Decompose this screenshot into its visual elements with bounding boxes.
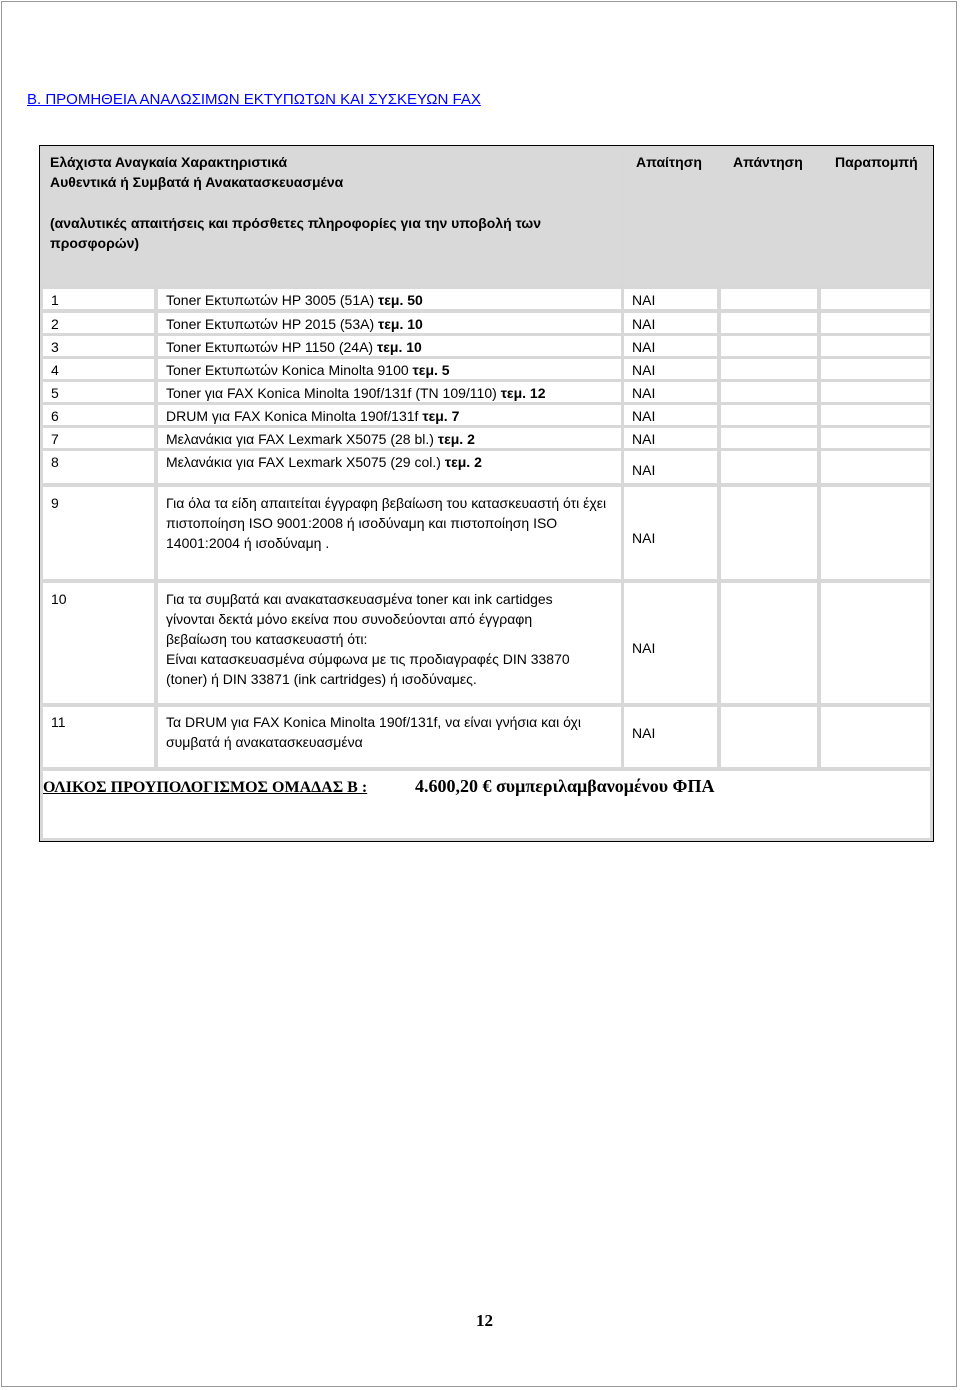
row-3-reference-cell — [821, 336, 930, 356]
row-11-requirement-cell — [624, 707, 717, 767]
row-9-reference-cell — [821, 487, 930, 579]
row-9-answer-cell — [721, 487, 817, 579]
table-header-columns — [624, 149, 930, 285]
row-6-item-cell — [158, 405, 621, 425]
row-1-item-cell — [158, 289, 621, 309]
total-label: ΟΛΙΚΟΣ ΠΡΟΥΠΟΛΟΓΙΣΜΟΣ ΟΜΑΔΑΣ Β : — [43, 779, 368, 796]
row-text-line: γίνονται δεκτά μόνο εκείνα που συνοδεύονται από έγγραφη — [166, 611, 533, 627]
header-requirement: Απαίτηση — [636, 154, 702, 170]
row-number: 4 — [51, 362, 59, 378]
header-reference: Παραπομπή — [835, 154, 918, 170]
row-2-requirement-cell — [624, 313, 717, 333]
row-4-reference-cell — [821, 359, 930, 379]
row-3-number-cell — [43, 336, 154, 356]
row-text-line: Τα DRUM για FAX Konica Minolta 190f/131f, να είναι γνήσια και όχι — [166, 714, 581, 730]
row-item-text: Μελανάκια για FAX Lexmark X5075 (28 bl.) τεμ. 2 — [166, 431, 475, 447]
row-2-reference-cell — [821, 313, 930, 333]
row-3-item-cell — [158, 336, 621, 356]
row-8-number-cell — [43, 451, 154, 483]
row-5-answer-cell — [721, 382, 817, 402]
page-number: 12 — [476, 1311, 493, 1330]
row-item-text — [166, 712, 621, 752]
row-9-requirement-cell — [624, 487, 717, 579]
row-item-text: Toner Εκτυπωτών HP 3005 (51A) τεμ. 50 — [166, 292, 423, 308]
row-8-reference-cell — [821, 451, 930, 483]
requirement-value: ΝΑΙ — [632, 292, 656, 308]
row-number: 9 — [51, 495, 59, 511]
row-number: 6 — [51, 408, 59, 424]
row-4-requirement-cell — [624, 359, 717, 379]
row-item-text: Toner για FAX Konica Minolta 190f/131f (TN 109/110) τεμ. 12 — [166, 385, 546, 401]
row-4-answer-cell — [721, 359, 817, 379]
row-6-requirement-cell — [624, 405, 717, 425]
row-number: 1 — [51, 292, 59, 308]
requirement-value: ΝΑΙ — [632, 339, 656, 355]
row-text-line: βεβαίωση του κατασκευαστή ότι: — [166, 631, 368, 647]
row-5-reference-cell — [821, 382, 930, 402]
row-number: 8 — [51, 454, 59, 470]
row-10-number-cell — [43, 583, 154, 703]
row-7-item-cell — [158, 428, 621, 448]
row-text-line: (toner) ή DIN 33871 (ink cartridges) ή ισοδύναμες. — [166, 671, 477, 687]
row-2-number-cell — [43, 313, 154, 333]
row-1-number-cell — [43, 289, 154, 309]
row-item-text: Toner Εκτυπωτών HP 1150 (24A) τεμ. 10 — [166, 339, 422, 355]
header-line-1: Ελάχιστα Αναγκαία Χαρακτηριστικά — [50, 154, 288, 170]
row-3-answer-cell — [721, 336, 817, 356]
row-2-item-cell — [158, 313, 621, 333]
row-item-text: DRUM για FAX Konica Minolta 190f/131f τεμ. 7 — [166, 408, 460, 424]
row-10-requirement-cell — [624, 583, 717, 703]
row-11-reference-cell — [821, 707, 930, 767]
row-9-item-cell — [158, 487, 621, 579]
row-5-requirement-cell — [624, 382, 717, 402]
row-4-number-cell — [43, 359, 154, 379]
requirement-value: ΝΑΙ — [632, 408, 656, 424]
row-7-requirement-cell — [624, 428, 717, 448]
row-11-answer-cell — [721, 707, 817, 767]
row-6-answer-cell — [721, 405, 817, 425]
requirement-value: ΝΑΙ — [632, 640, 656, 656]
row-7-number-cell — [43, 428, 154, 448]
row-10-answer-cell — [721, 583, 817, 703]
row-11-item-cell — [158, 707, 621, 767]
row-number: 10 — [51, 591, 67, 607]
requirement-value: ΝΑΙ — [632, 362, 656, 378]
row-number: 5 — [51, 385, 59, 401]
table-header-description — [43, 149, 621, 285]
row-8-requirement-cell — [624, 451, 717, 483]
row-item-text: Για όλα τα είδη απαιτείται έγγραφη βεβαίωση του κατασκευαστή ότι έχει πιστοποίηση ISO 9001:2008 ή ισοδύναμη και πιστοποίηση ISO 14001:2004 ή ισοδύναμη . — [166, 495, 607, 551]
row-9-number-cell — [43, 487, 154, 579]
header-line-3: (αναλυτικές απαιτήσεις και πρόσθετες πληροφορίες για την υποβολή των προσφορών) — [50, 215, 541, 251]
requirement-value: ΝΑΙ — [632, 725, 656, 741]
row-text-line: συμβατά ή ανακατασκευασμένα — [166, 734, 363, 750]
section-title: Β. ΠΡΟΜΗΘΕΙΑ ΑΝΑΛΩΣΙΜΩΝ ΕΚΤΥΠΩΤΩΝ ΚΑΙ ΣΥΣΚΕΥΩΝ FAX — [27, 91, 481, 108]
row-1-requirement-cell — [624, 289, 717, 309]
requirement-value: ΝΑΙ — [632, 431, 656, 447]
row-text-line: Είναι κατασκευασμένα σύμφωνα με τις προδιαγραφές DIN 33870 — [166, 651, 570, 667]
row-10-item-cell — [158, 583, 621, 703]
row-6-reference-cell — [821, 405, 930, 425]
row-number: 3 — [51, 339, 59, 355]
row-1-reference-cell — [821, 289, 930, 309]
row-2-answer-cell — [721, 313, 817, 333]
row-3-requirement-cell — [624, 336, 717, 356]
total-amount: 4.600,20 € συμπεριλαμβανομένου ΦΠΑ — [415, 776, 715, 796]
row-number: 11 — [51, 714, 66, 730]
row-item-text — [166, 589, 616, 689]
row-8-item-cell — [158, 451, 621, 483]
row-5-number-cell — [43, 382, 154, 402]
row-number: 7 — [51, 431, 59, 447]
row-item-text: Μελανάκια για FAX Lexmark X5075 (29 col.) τεμ. 2 — [166, 454, 482, 470]
row-item-text: Toner Εκτυπωτών HP 2015 (53A) τεμ. 10 — [166, 316, 423, 332]
row-5-item-cell — [158, 382, 621, 402]
requirement-value: ΝΑΙ — [632, 530, 656, 546]
row-8-answer-cell — [721, 451, 817, 483]
requirement-value: ΝΑΙ — [632, 316, 656, 332]
header-answer: Απάντηση — [733, 154, 803, 170]
row-text-line: Για τα συμβατά και ανακατασκευασμένα toner και ink cartidges — [166, 591, 553, 607]
row-7-answer-cell — [721, 428, 817, 448]
row-6-number-cell — [43, 405, 154, 425]
requirement-value: ΝΑΙ — [632, 462, 656, 478]
row-10-reference-cell — [821, 583, 930, 703]
row-4-item-cell — [158, 359, 621, 379]
row-number: 2 — [51, 316, 59, 332]
requirement-value: ΝΑΙ — [632, 385, 656, 401]
header-line-2: Αυθεντικά ή Συμβατά ή Ανακατασκευασμένα — [50, 174, 344, 190]
row-item-text: Toner Εκτυπωτών Konica Minolta 9100 τεμ. 5 — [166, 362, 450, 378]
row-11-number-cell — [43, 707, 154, 767]
row-7-reference-cell — [821, 428, 930, 448]
row-1-answer-cell — [721, 289, 817, 309]
